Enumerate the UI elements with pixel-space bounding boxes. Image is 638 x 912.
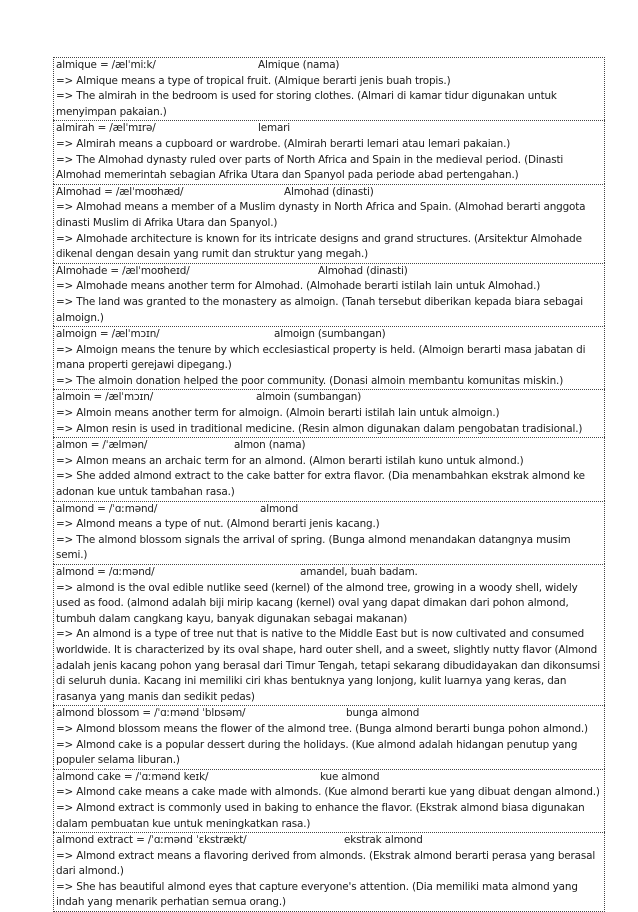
entry-term: Almohade = /ælˈmoʊheɪd/ bbox=[56, 264, 190, 277]
entry-term: almoin = /ælˈmɔɪn/ bbox=[56, 391, 154, 404]
entry-sentence: => Almohade means another term for Almohad. (Almohade berarti istilah lain untuk Almohad.) bbox=[56, 280, 541, 293]
entry-term: almirah = /ælˈmɪrə/ bbox=[56, 122, 156, 135]
entry-sentence: => Almon resin is used in traditional medicine. (Resin almon digunakan dalam pengobatan tradisional.) bbox=[56, 422, 583, 435]
entry-sentence: => Almohad means a member of a Muslim dynasty in North Africa and Spain. (Almohad berarti anggota dinasti Muslim di Afrika Utara dan Spanyol.) bbox=[56, 201, 586, 229]
entry-term: almon = /ˈælmən/ bbox=[56, 439, 148, 452]
entry-header bbox=[56, 390, 602, 406]
entry-sentence: => The land was granted to the monastery as almoign. (Tanah tersebut diberikan kepada biara sebagai almoign.) bbox=[56, 295, 584, 324]
entry-header bbox=[56, 438, 602, 454]
entry-gloss: lemari bbox=[258, 122, 291, 135]
dictionary-entry bbox=[53, 564, 605, 705]
entry-sentence: => The almirah in the bedroom is used for storing clothes. (Almari di kamar tidur digunakan untuk menyimpan pakaian.) bbox=[56, 90, 557, 118]
dictionary-entry bbox=[53, 57, 605, 120]
entry-header bbox=[56, 706, 602, 722]
entry-sentence: => The almoin donation helped the poor community. (Donasi almoin membantu komunitas miskin.) bbox=[56, 374, 564, 387]
dictionary-entry bbox=[53, 184, 605, 263]
entry-sentence: => Almoin means another term for almoign. (Almoin berarti istilah lain untuk almoign.) bbox=[56, 407, 500, 420]
entry-gloss: bunga almond bbox=[346, 707, 420, 720]
entry-term: almond cake = /ˈɑːmənd keɪk/ bbox=[56, 770, 209, 783]
entry-term: almond = /ɑːmənd/ bbox=[56, 566, 155, 578]
entry-sentence: => Almond means a type of nut. (Almond berarti jenis kacang.) bbox=[56, 518, 380, 531]
entry-gloss: almoign (sumbangan) bbox=[274, 328, 386, 341]
entry-header bbox=[56, 58, 602, 74]
entry-sentence: => She has beautiful almond eyes that capture everyone's attention. (Dia memiliki mata almond yang indah yang menarik perhatian semua orang.) bbox=[56, 880, 578, 909]
entry-header bbox=[56, 121, 602, 137]
entry-header bbox=[56, 264, 602, 280]
entry-sentence: => Almique means a type of tropical fruit. (Almique berarti jenis buah tropis.) bbox=[56, 74, 451, 87]
entry-sentence: => Almond blossom means the flower of the almond tree. (Bunga almond berarti bunga pohon almond.) bbox=[56, 722, 588, 735]
dictionary-entry bbox=[53, 263, 605, 326]
entry-sentence: => The almond blossom signals the arrival of spring. (Bunga almond menandakan datangnya musim semi.) bbox=[56, 533, 571, 562]
dictionary-entry bbox=[53, 389, 605, 437]
entry-gloss: Almohad (dinasti) bbox=[318, 264, 408, 277]
entry-term: almond extract = /ˈɑːmənd ˈɛkstrækt/ bbox=[56, 834, 247, 847]
entry-gloss: kue almond bbox=[320, 770, 380, 783]
entry-header bbox=[56, 770, 602, 786]
entry-header bbox=[56, 327, 602, 343]
entry-term: almond blossom = /ˈɑːmənd ˈblɒsəm/ bbox=[56, 707, 246, 720]
dictionary-entry bbox=[53, 705, 605, 768]
entry-term: almond = /ˈɑːmənd/ bbox=[56, 502, 158, 515]
entry-gloss: almoin (sumbangan) bbox=[256, 391, 362, 404]
entry-sentence: => Almirah means a cupboard or wardrobe. (Almirah berarti lemari atau lemari pakaian.) bbox=[56, 137, 511, 150]
entry-sentence: => Almond extract is commonly used in baking to enhance the flavor. (Ekstrak almond biasa digunakan dalam pembuatan kue untuk meningkatkan rasa.) bbox=[56, 801, 585, 830]
dictionary-entry bbox=[53, 501, 605, 564]
entry-sentence: => Almond cake is a popular dessert during the holidays. (Kue almond adalah hidangan penutup yang populer selama liburan.) bbox=[56, 738, 578, 767]
entry-gloss: amandel, buah badam. bbox=[300, 566, 418, 578]
dictionary-sheet bbox=[53, 57, 605, 912]
entry-term: almique = /ælˈmiːk/ bbox=[56, 59, 156, 71]
entry-header bbox=[56, 185, 602, 201]
entry-gloss: ekstrak almond bbox=[344, 834, 423, 847]
dictionary-entry bbox=[53, 120, 605, 183]
dictionary-entry bbox=[53, 769, 605, 832]
dictionary-entry bbox=[53, 832, 605, 912]
entry-gloss: almond bbox=[260, 502, 299, 515]
entry-header bbox=[56, 833, 602, 849]
entry-term: almoign = /ælˈmɔɪn/ bbox=[56, 328, 160, 341]
entry-gloss: Almohad (dinasti) bbox=[284, 185, 374, 198]
entry-sentence: => The Almohad dynasty ruled over parts of North Africa and Spain in the medieval period. (Dinasti Almohad memerintah sebagian Afrika Utara dan Spanyol pada periode abad pertengahan.) bbox=[56, 153, 564, 182]
entry-sentence: => Almohade architecture is known for its intricate designs and grand structures. (Arsitektur Almohade dikenal dengan desain yang rumit dan struktur yang megah.) bbox=[56, 232, 582, 261]
entry-term: Almohad = /ælˈmoʊhæd/ bbox=[56, 185, 184, 198]
dictionary-entry bbox=[53, 437, 605, 500]
entry-header bbox=[56, 565, 602, 581]
entry-sentence: => She added almond extract to the cake batter for extra flavor. (Dia menambahkan ekstrak almond ke adonan kue untuk tambahan rasa.) bbox=[56, 470, 585, 499]
entry-header bbox=[56, 502, 602, 518]
entry-sentence: => Almond extract means a flavoring derived from almonds. (Ekstrak almond berarti perasa yang berasal dari almond.) bbox=[56, 849, 596, 878]
entry-gloss: Almique (nama) bbox=[258, 59, 340, 71]
entry-sentence: => Almon means an archaic term for an almond. (Almon berarti istilah kuno untuk almond.) bbox=[56, 454, 524, 467]
entry-gloss: almon (nama) bbox=[234, 439, 306, 452]
entry-sentence: => An almond is a type of tree nut that is native to the Middle East but is now cultivated and consumed worldwide. It is characterized by its oval shape, hard outer shell, and a sweet, slightly nutty flavor (Almond adalah jenis kacang pohon yang berasal dari Timur Tengah, tetapi sekarang dibudidayakan dan dikonsumsi di seluruh dunia. Kacang ini memiliki ciri khas bentuknya yang lonjong, kulit luarnya yang keras, dan rasanya yang manis dan sedikit pedas) bbox=[56, 628, 601, 703]
entry-sentence: => Almoign means the tenure by which ecclesiastical property is held. (Almoign berarti masa jabatan di mana properti gerejawi dipegang.) bbox=[56, 343, 586, 372]
entry-sentence: => Almond cake means a cake made with almonds. (Kue almond berarti kue yang dibuat dengan almond.) bbox=[56, 786, 600, 799]
entry-sentence: => almond is the oval edible nutlike seed (kernel) of the almond tree, growing in a woody shell, widely used as food. (almond adalah biji mirip kacang (kernel) oval yang dapat dimakan dari pohon almond, tumbuh dalam cangkang kayu, banyak digunakan sebagai makanan) bbox=[56, 581, 578, 625]
dictionary-entry bbox=[53, 326, 605, 389]
